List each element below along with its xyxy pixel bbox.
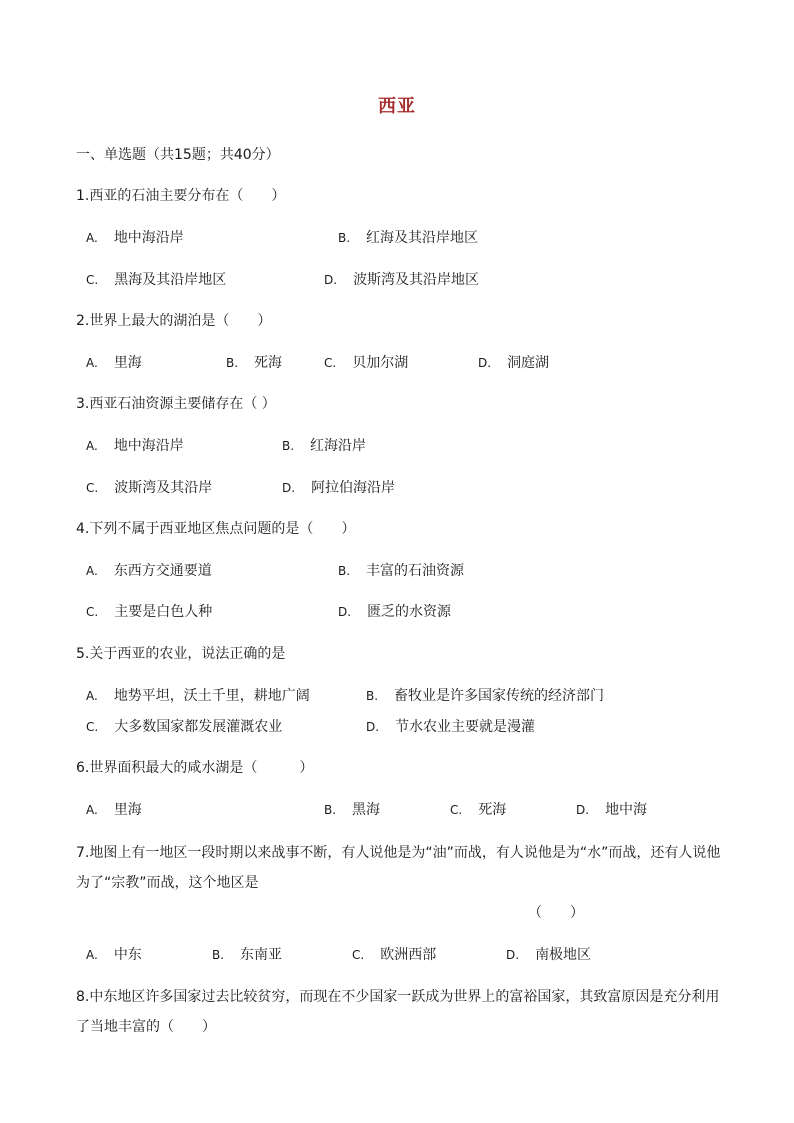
- q7-option-b[interactable]: [212, 948, 282, 962]
- option-letter: D.: [478, 356, 492, 370]
- q4-option-a[interactable]: [86, 564, 212, 578]
- option-letter: C.: [450, 803, 463, 817]
- q2-option-a[interactable]: [86, 356, 142, 370]
- option-text: 南极地区: [535, 947, 592, 963]
- option-letter: D.: [576, 803, 590, 817]
- option-text: 主要是白色人种: [114, 604, 213, 620]
- option-text: 大多数国家都发展灌溉农业: [114, 719, 283, 735]
- option-letter: C.: [86, 481, 99, 495]
- q2-option-d[interactable]: [478, 356, 549, 370]
- option-text: 里海: [113, 802, 142, 818]
- option-text: 洞庭湖: [507, 355, 550, 371]
- option-text: 黑海及其沿岸地区: [114, 272, 227, 288]
- option-text: 红海沿岸: [310, 438, 367, 454]
- q2-option-c[interactable]: [324, 356, 408, 370]
- option-text: 波斯湾及其沿岸地区: [353, 272, 480, 288]
- option-letter: B.: [324, 803, 337, 817]
- option-letter: C.: [86, 605, 99, 619]
- option-letter: B.: [366, 689, 379, 703]
- option-letter: A.: [86, 439, 98, 453]
- question-7-answer-paren: （ ）: [528, 905, 584, 921]
- q3-option-c[interactable]: [86, 481, 212, 495]
- q1-option-c[interactable]: [86, 273, 226, 287]
- q7-option-d[interactable]: [506, 948, 591, 962]
- q5-option-b[interactable]: [366, 689, 604, 703]
- option-letter: A.: [86, 356, 98, 370]
- option-letter: A.: [86, 803, 98, 817]
- option-letter: D.: [282, 481, 296, 495]
- question-8-stem: 8.中东地区许多国家过去比较贫穷，而现在不少国家一跃成为世界上的富裕国家，其致富原因是充分利用了当地丰富的（ ）: [76, 989, 720, 1035]
- question-2-stem: 2.世界上最大的湖泊是（ ）: [76, 313, 272, 329]
- option-text: 死海: [478, 802, 507, 818]
- option-letter: A.: [86, 948, 98, 962]
- option-text: 匮乏的水资源: [367, 604, 452, 620]
- q4-option-b[interactable]: [338, 564, 464, 578]
- q7-option-c[interactable]: [352, 948, 436, 962]
- option-text: 东南亚: [240, 947, 283, 963]
- q2-option-b[interactable]: [226, 356, 282, 370]
- option-text: 节水农业主要就是漫灌: [395, 719, 536, 735]
- page-title: 西亚: [378, 96, 416, 117]
- option-letter: B.: [282, 439, 295, 453]
- option-text: 地中海: [605, 802, 648, 818]
- option-letter: C.: [86, 720, 99, 734]
- option-text: 丰富的石油资源: [366, 563, 465, 579]
- q6-option-d[interactable]: [576, 803, 647, 817]
- option-letter: D.: [506, 948, 520, 962]
- q5-option-c[interactable]: [86, 720, 282, 734]
- section-heading: 一、单选题（共15题；共40分）: [76, 147, 280, 163]
- q3-option-b[interactable]: [282, 439, 366, 453]
- option-text: 波斯湾及其沿岸: [114, 480, 213, 496]
- question-1-stem: 1.西亚的石油主要分布在（ ）: [76, 188, 286, 204]
- option-letter: C.: [324, 356, 337, 370]
- q1-option-d[interactable]: [324, 273, 479, 287]
- option-letter: B.: [212, 948, 225, 962]
- option-text: 贝加尔湖: [352, 355, 409, 371]
- option-text: 地中海沿岸: [113, 438, 184, 454]
- option-text: 欧洲西部: [380, 947, 437, 963]
- question-7-stem: 7.地图上有一地区一段时期以来战事不断，有人说他是为“油”而战，有人说他是为“水”而战，还有人说他为了“宗教”而战，这个地区是: [76, 845, 721, 891]
- q4-option-d[interactable]: [338, 605, 451, 619]
- q6-option-b[interactable]: [324, 803, 380, 817]
- q5-option-d[interactable]: [366, 720, 535, 734]
- option-text: 黑海: [352, 802, 381, 818]
- option-letter: D.: [324, 273, 338, 287]
- option-letter: B.: [338, 564, 351, 578]
- option-letter: A.: [86, 231, 98, 245]
- q3-option-a[interactable]: [86, 439, 184, 453]
- option-text: 死海: [254, 355, 283, 371]
- option-letter: A.: [86, 564, 98, 578]
- option-letter: B.: [338, 231, 351, 245]
- q5-option-a[interactable]: [86, 689, 310, 703]
- option-text: 地中海沿岸: [113, 230, 184, 246]
- option-text: 阿拉伯海沿岸: [311, 480, 396, 496]
- q6-option-a[interactable]: [86, 803, 142, 817]
- q4-option-c[interactable]: [86, 605, 212, 619]
- option-text: 畜牧业是许多国家传统的经济部门: [394, 688, 605, 704]
- option-text: 中东: [113, 947, 142, 963]
- option-letter: D.: [366, 720, 380, 734]
- question-3-stem: 3.西亚石油资源主要储存在（ ）: [76, 396, 276, 412]
- question-5-stem: 5.关于西亚的农业，说法正确的是: [76, 646, 286, 662]
- option-text: 里海: [113, 355, 142, 371]
- option-letter: B.: [226, 356, 239, 370]
- option-text: 红海及其沿岸地区: [366, 230, 479, 246]
- q6-option-c[interactable]: [450, 803, 506, 817]
- option-letter: C.: [86, 273, 99, 287]
- question-6-stem: 6.世界面积最大的咸水湖是（ ）: [76, 760, 314, 776]
- option-letter: D.: [338, 605, 352, 619]
- option-letter: A.: [86, 689, 98, 703]
- option-text: 东西方交通要道: [113, 563, 212, 579]
- q1-option-b[interactable]: [338, 231, 478, 245]
- question-4-stem: 4.下列不属于西亚地区焦点问题的是（ ）: [76, 521, 356, 537]
- q1-option-a[interactable]: [86, 231, 184, 245]
- q7-option-a[interactable]: [86, 948, 142, 962]
- option-letter: C.: [352, 948, 365, 962]
- q3-option-d[interactable]: [282, 481, 395, 495]
- option-text: 地势平坦，沃土千里，耕地广阔: [113, 688, 310, 704]
